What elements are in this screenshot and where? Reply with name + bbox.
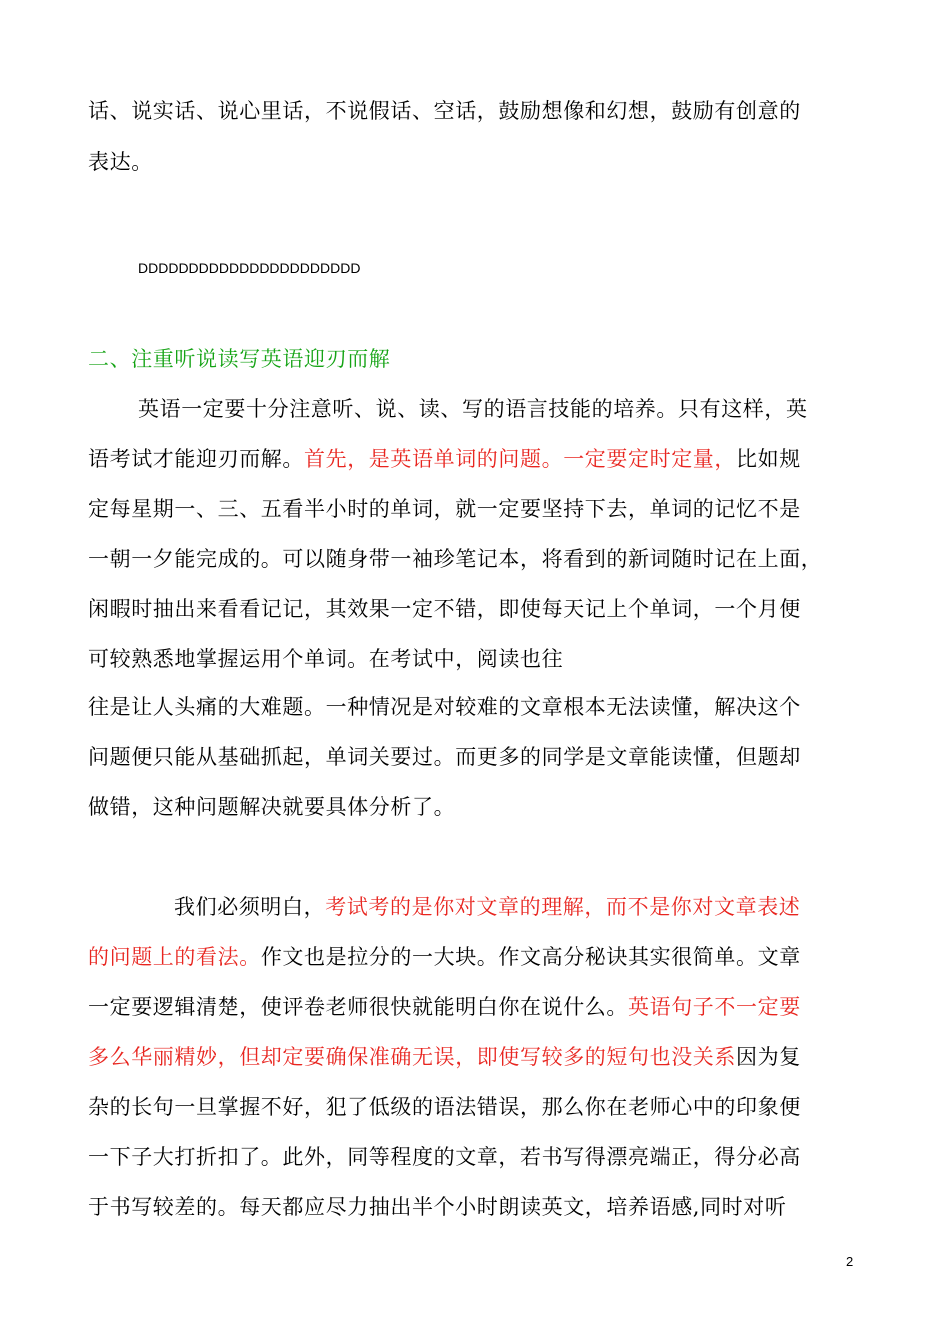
paragraph-1-line-4: 一朝一夕能完成的。可以随身带一袖珍笔记本，将看到的新词随时记在上面，: [88, 547, 823, 571]
text-run: 一定要逻辑清楚，使评卷老师很快就能明白你在说什么。: [88, 995, 628, 1019]
text-run: 我们必须明白，: [174, 895, 326, 919]
highlighted-text: 多么华丽精妙，但却定要确保准确无误，即使写较多的短句也没关系: [88, 1045, 736, 1069]
intro-line-1: 话、说实话、说心里话，不说假话、空话，鼓励想像和幻想，鼓励有创意的: [88, 99, 801, 123]
paragraph-2-line-2: [88, 942, 801, 972]
paragraph-1-line-1: 英语一定要十分注意听、说、读、写的语言技能的培养。只有这样，英: [138, 397, 808, 421]
highlighted-text: 首先，是英语单词的问题。一定要定时定量，: [304, 447, 736, 471]
highlighted-text: 的问题上的看法。: [88, 945, 261, 969]
paragraph-2-line-3: [88, 992, 801, 1022]
paragraph-1-line-5: 闲暇时抽出来看看记记，其效果一定不错，即使每天记上个单词，一个月便: [88, 597, 801, 621]
paragraph-2-line-7: 于书写较差的。每天都应尽力抽出半个小时朗读英文，培养语感,同时对听: [88, 1195, 787, 1219]
paragraph-2-line-6: 一下子大打折扣了。此外，同等程度的文章，若书写得漂亮端正，得分必高: [88, 1145, 801, 1169]
paragraph-1-line-7: 往是让人头痛的大难题。一种情况是对较难的文章根本无法读懂，解决这个: [88, 695, 801, 719]
paragraph-1-line-2: [88, 444, 801, 474]
paragraph-1-line-8: 问题便只能从基础抓起，单词关要过。而更多的同学是文章能读懂，但题却: [88, 745, 801, 769]
paragraph-2-line-1: [174, 892, 800, 922]
intro-line-2: 表达。: [88, 150, 153, 174]
text-run: 因为复: [736, 1045, 801, 1069]
paragraph-2-line-5: 杂的长句一旦掌握不好，犯了低级的语法错误，那么你在老师心中的印象便: [88, 1095, 801, 1119]
filler-text: DDDDDDDDDDDDDDDDDDDDDD: [138, 260, 361, 276]
section-heading: 二、注重听说读写英语迎刃而解: [88, 347, 391, 371]
paragraph-2-line-4: [88, 1042, 801, 1072]
paragraph-1-line-3: 定每星期一、三、五看半小时的单词，就一定要坚持下去，单词的记忆不是: [88, 497, 801, 521]
text-run: 语考试才能迎刃而解。: [88, 447, 304, 471]
highlighted-text: 考试考的是你对文章的理解，而不是你对文章表述: [325, 895, 801, 919]
text-run: 作文也是拉分的一大块。作文高分秘诀其实很简单。文章: [260, 945, 801, 969]
paragraph-1-line-6: 可较熟悉地掌握运用个单词。在考试中，阅读也往: [88, 647, 564, 671]
page-number: 2: [846, 1254, 854, 1269]
text-run: 比如规: [736, 447, 801, 471]
highlighted-text: 英语句子不一定要: [628, 995, 801, 1019]
paragraph-1-line-9: 做错，这种问题解决就要具体分析了。: [88, 795, 456, 819]
